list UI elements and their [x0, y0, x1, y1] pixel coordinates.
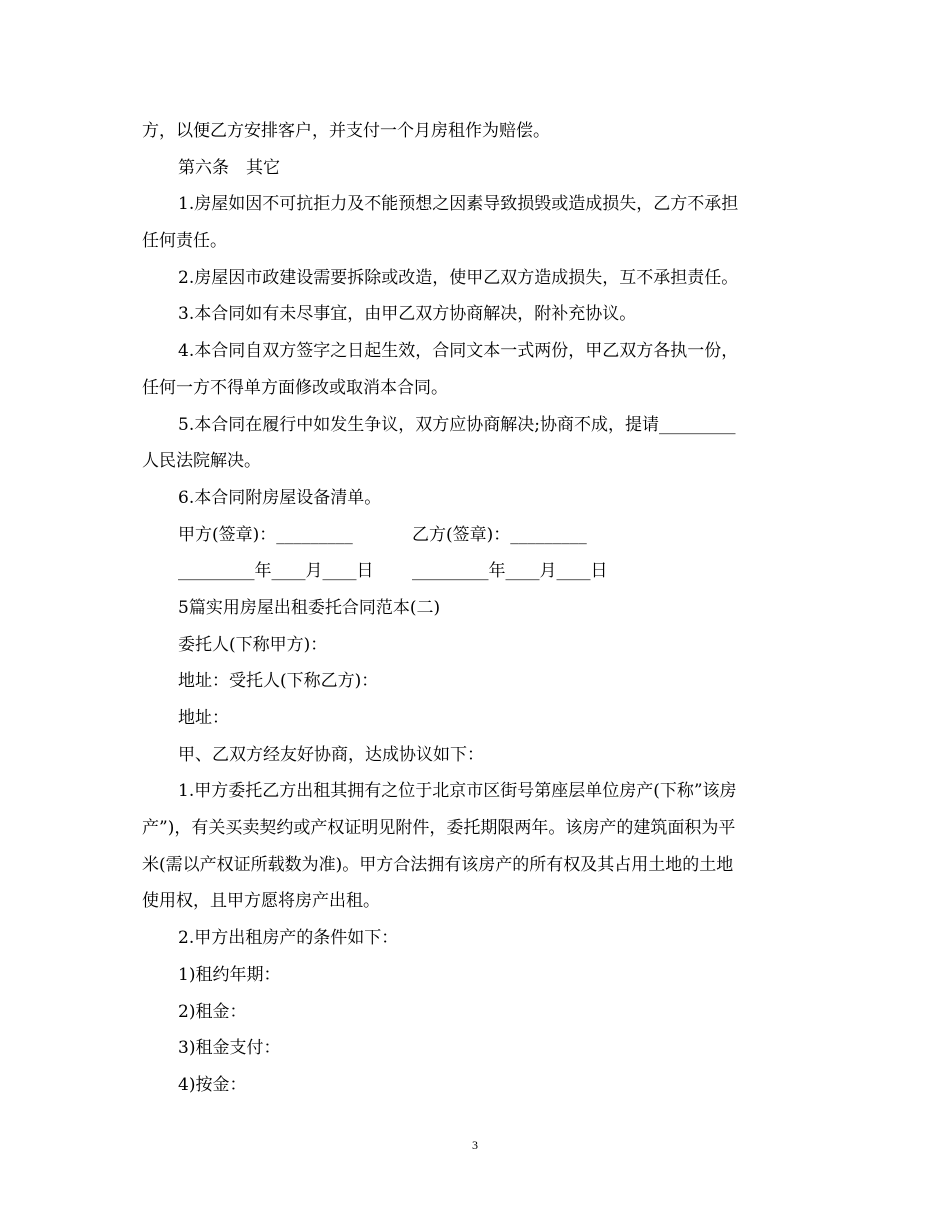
paragraph-line: 4.本合同自双方签字之日起生效，合同文本一式两份，甲乙双方各执一份，	[178, 341, 739, 362]
paragraph-line: 甲、乙双方经友好协商，达成协议如下：	[178, 744, 484, 765]
signature-date-row	[142, 553, 797, 590]
paragraph-line: 5.本合同在履行中如发生争议，双方应协商解决;协商不成，提请_________	[178, 414, 736, 435]
list-item: 1)租约年期：	[178, 964, 281, 985]
paragraph-line: 1.甲方委托乙方出租其拥有之位于北京市区街号第座层单位房产(下称”该房	[178, 781, 737, 802]
page-number: 3	[472, 1138, 478, 1152]
document-body	[142, 113, 797, 1104]
paragraph-line: 方，以便乙方安排客户，并支付一个月房租作为赔偿。	[142, 121, 550, 141]
signature-row	[142, 517, 797, 554]
party-b-signature: 乙方(签章)：_________	[412, 524, 587, 545]
party-a-date: _________年____月____日	[178, 561, 374, 582]
paragraph-line: 产”)，有关买卖契约或产权证明见附件，委托期限两年。该房产的建筑面积为平	[142, 818, 736, 839]
list-item: 3)租金支付：	[178, 1038, 281, 1059]
paragraph-line: 地址：	[178, 708, 229, 728]
paragraph-line: 地址：受托人(下称乙方)：	[178, 671, 379, 692]
paragraph-line: 任何一方不得单方面修改或取消本合同。	[142, 377, 448, 398]
list-item: 2)租金：	[178, 1001, 247, 1022]
paragraph-line: 1.房屋如因不可抗拒力及不能预想之因素导致损毁或造成损失，乙方不承担	[178, 194, 739, 215]
paragraph-line: 2.房屋因市政建设需要拆除或改造，使甲乙双方造成损失，互不承担责任。	[178, 267, 739, 288]
paragraph-line: 6.本合同附房屋设备清单。	[178, 487, 382, 508]
paragraph-line: 使用权，且甲方愿将房产出租。	[142, 891, 380, 912]
paragraph-line: 3.本合同如有未尽事宜，由甲乙双方协商解决，附补充协议。	[178, 304, 637, 325]
section-title: 5篇实用房屋出租委托合同范本(二)	[178, 597, 441, 618]
paragraph-line: 任何责任。	[142, 231, 227, 252]
party-a-signature: 甲方(签章)：_________	[178, 524, 353, 545]
paragraph-line: 委托人(下称甲方)：	[178, 634, 328, 655]
paragraph-line: 米(需以产权证所载数为准)。甲方合法拥有该房产的所有权及其占用土地的土地	[142, 854, 734, 875]
paragraph-line: 2.甲方出租房产的条件如下：	[178, 928, 399, 949]
party-b-date: _________年____月____日	[412, 561, 608, 582]
paragraph-line: 人民法院解决。	[142, 451, 261, 472]
list-item: 4)按金：	[178, 1074, 247, 1095]
section-heading: 第六条 其它	[178, 157, 280, 178]
